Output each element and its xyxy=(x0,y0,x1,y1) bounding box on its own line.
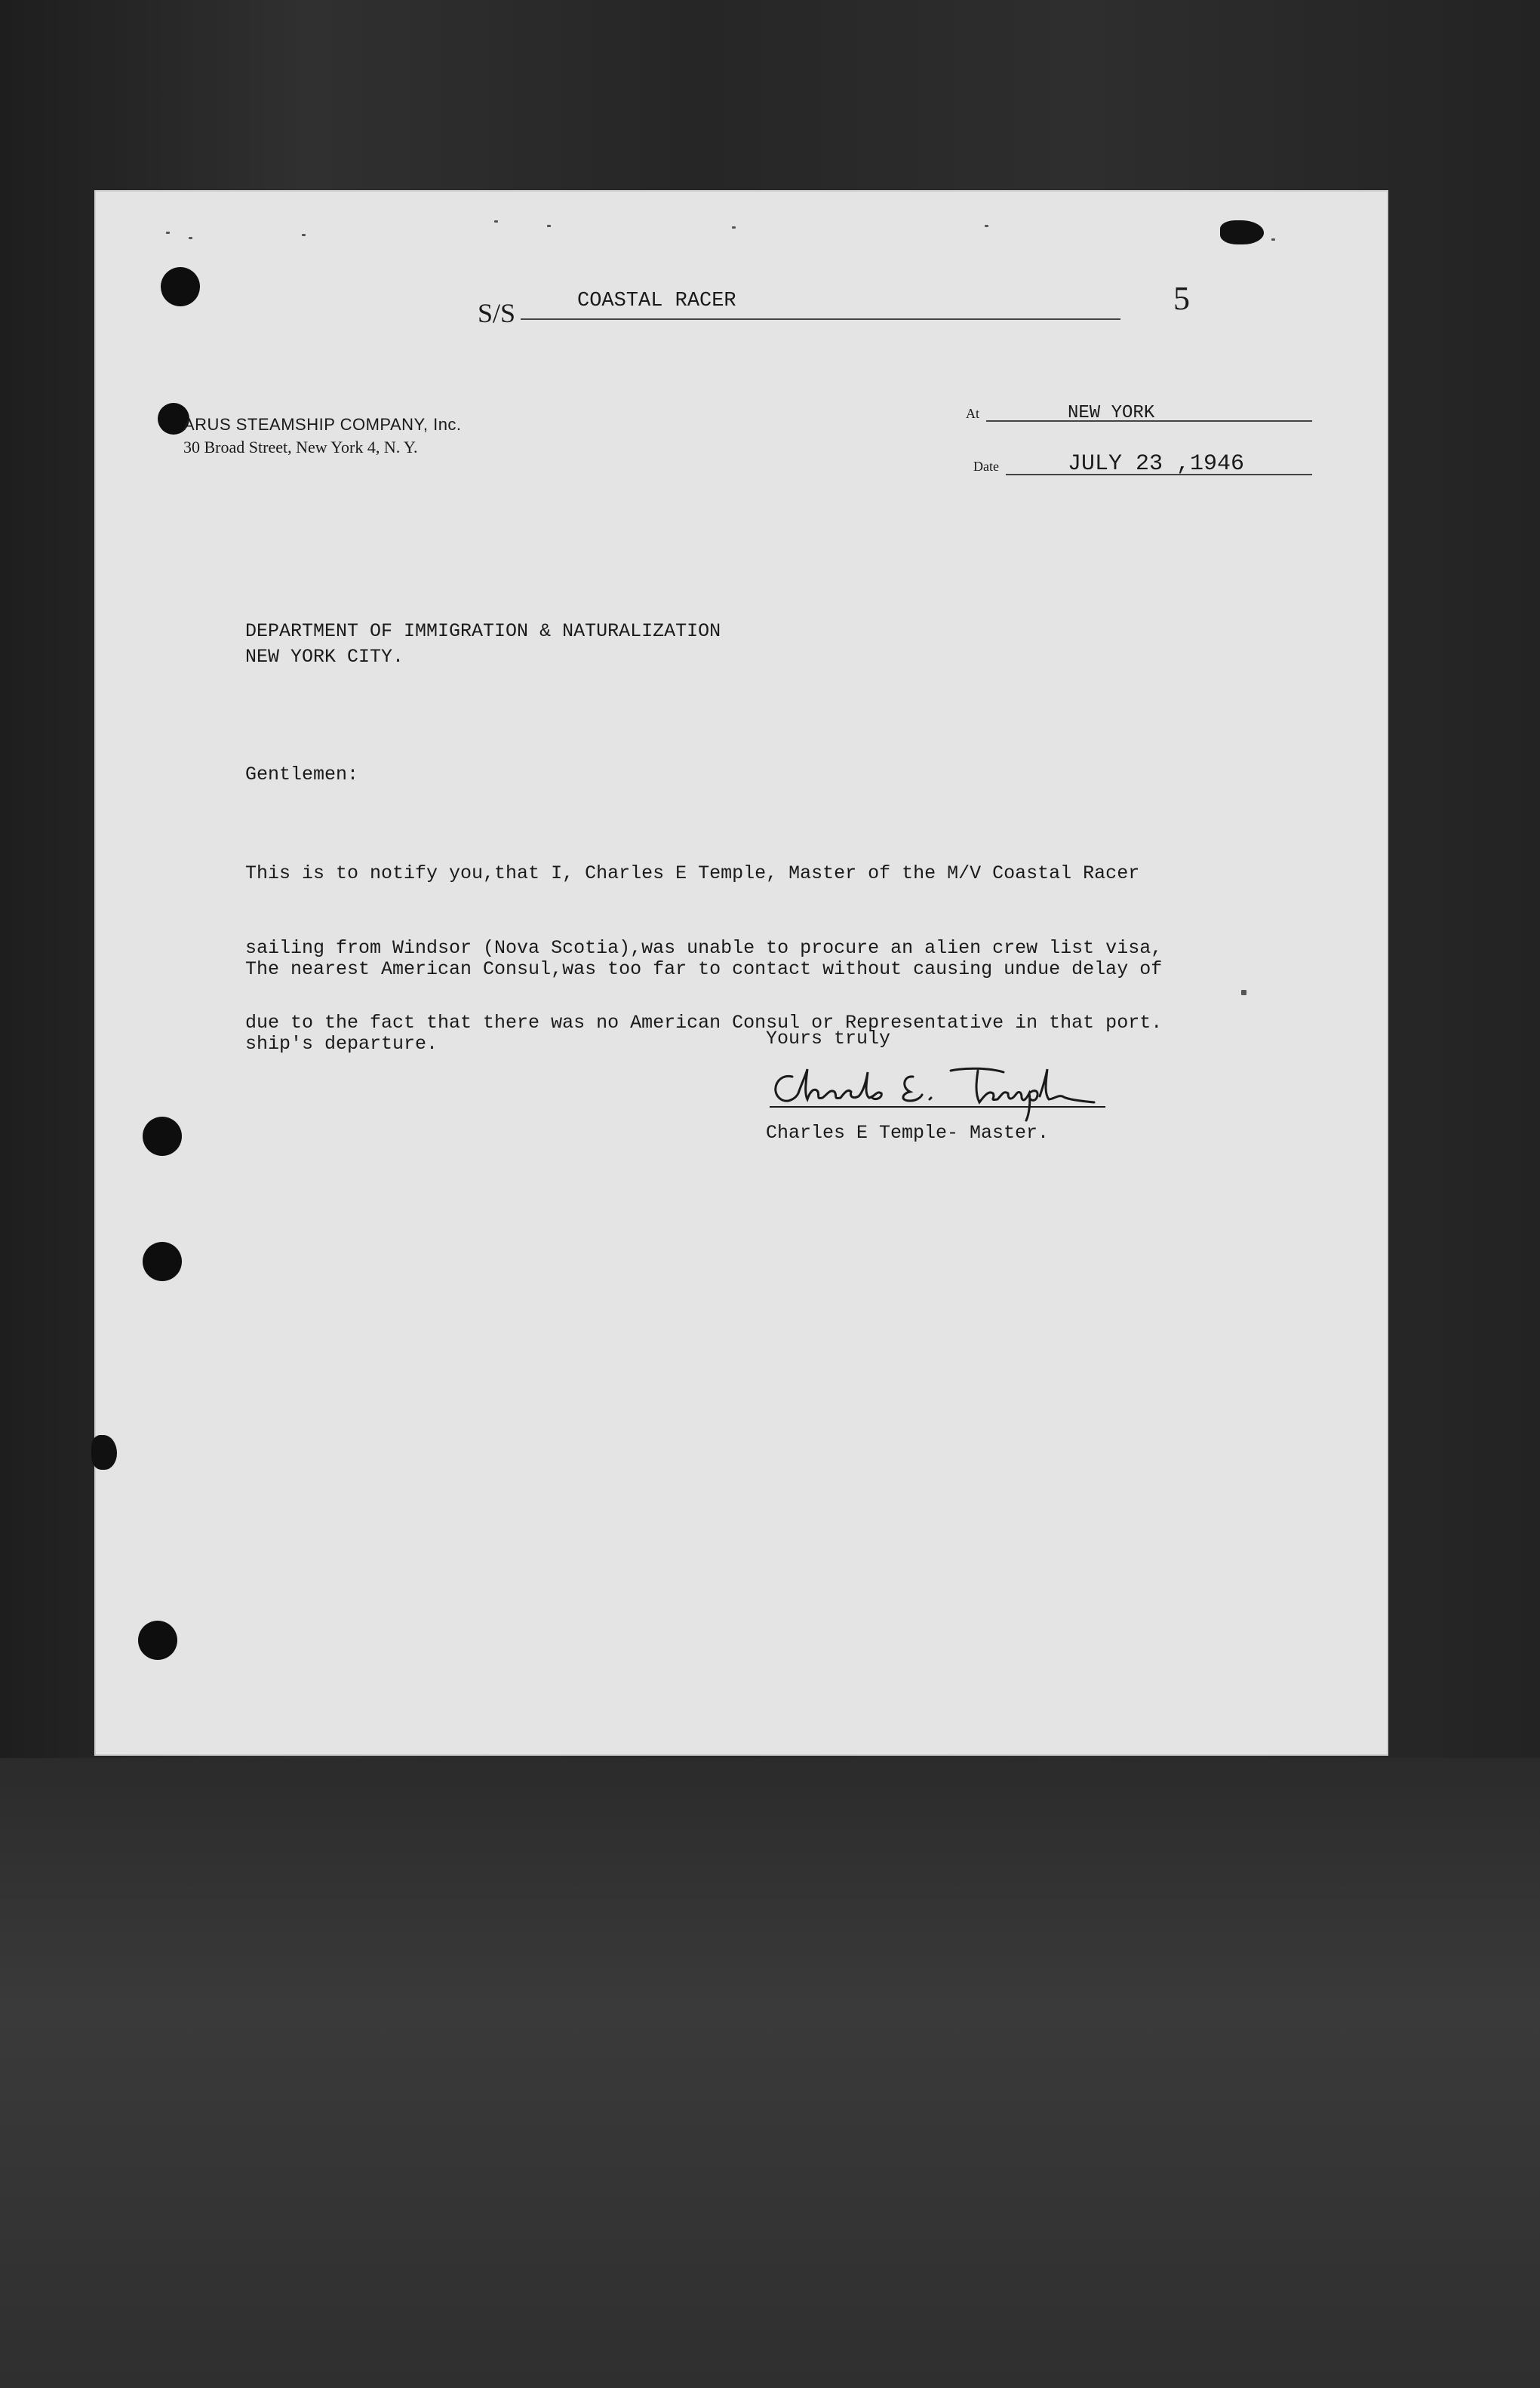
date-label: Date xyxy=(973,459,999,474)
scan-speck xyxy=(166,232,170,234)
letter-page xyxy=(94,190,1388,1756)
scan-speck xyxy=(732,226,736,229)
microfilm-lower-band xyxy=(0,1758,1540,2388)
ship-name-underline xyxy=(521,318,1120,320)
salutation: Gentlemen: xyxy=(245,764,359,785)
punch-hole-top xyxy=(161,267,200,306)
scan-speck xyxy=(494,220,498,223)
paragraph-line: due to the fact that there was no American Consul or Representative in that port. xyxy=(245,1012,1163,1034)
scan-speck xyxy=(1271,238,1275,241)
signer-name: Charles E Temple- Master. xyxy=(766,1122,1050,1144)
company-name: ARUS STEAMSHIP COMPANY, Inc. xyxy=(183,415,462,434)
punch-hole-middle-upper xyxy=(143,1117,182,1156)
scan-speck xyxy=(985,225,988,227)
paragraph-line: ship's departure. xyxy=(245,1033,438,1055)
page-number: 5 xyxy=(1173,280,1190,317)
company-address: 30 Broad Street, New York 4, N. Y. xyxy=(183,438,418,456)
at-label: At xyxy=(966,406,979,421)
ink-blot-left-edge xyxy=(91,1435,117,1470)
addressee-line: NEW YORK CITY. xyxy=(245,646,404,668)
paragraph-line: sailing from Windsor (Nova Scotia),was unable to procure an alien crew list visa, xyxy=(245,937,1163,959)
closing: Yours truly xyxy=(766,1028,891,1050)
ship-label: S/S xyxy=(478,298,516,328)
paragraph-line: The nearest American Consul,was too far to contact without causing undue delay of xyxy=(245,958,1163,980)
scan-speck xyxy=(302,234,306,236)
ink-blot-top-right xyxy=(1220,220,1264,244)
at-value: NEW YORK xyxy=(1068,403,1155,423)
paragraph-line: This is to notify you,that I, Charles E Temple, Master of the M/V Coastal Racer xyxy=(245,862,1140,884)
addressee xyxy=(245,619,721,670)
ship-name: COASTAL RACER xyxy=(577,290,736,312)
handwritten-signature xyxy=(762,1054,1109,1122)
addressee-line: DEPARTMENT OF IMMIGRATION & NATURALIZATION xyxy=(245,620,721,642)
scan-speck xyxy=(547,225,551,227)
date-value: JULY 23 ,1946 xyxy=(1068,451,1245,477)
punch-hole-middle-lower xyxy=(143,1242,182,1281)
scan-speck xyxy=(189,237,192,239)
punch-hole-bottom xyxy=(138,1621,177,1660)
scan-speck xyxy=(1241,990,1246,995)
